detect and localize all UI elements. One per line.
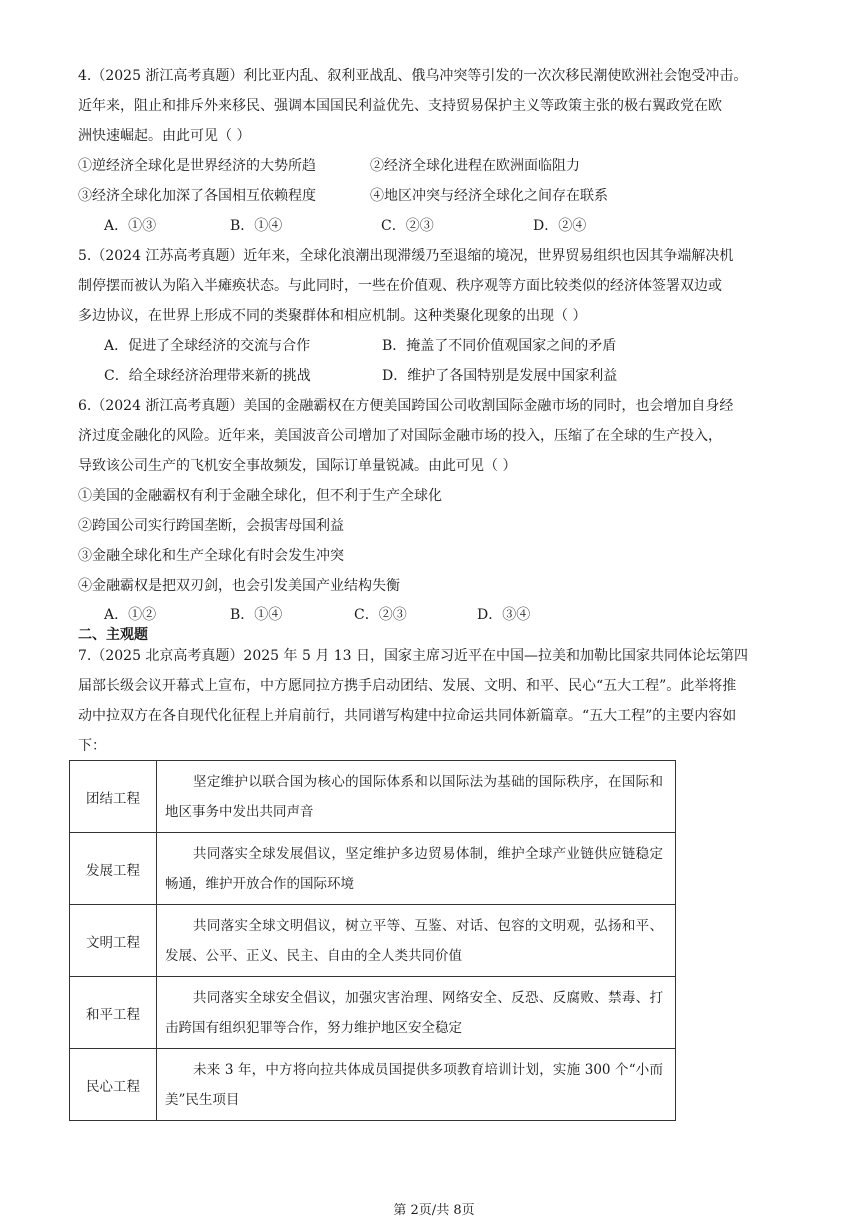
q4-option-a: A．①③ [104, 218, 157, 234]
q4-option-d: D．②④ [533, 218, 587, 234]
table-row [70, 977, 676, 1049]
project-name: 团结工程 [70, 761, 157, 833]
q6-option-d: D．③④ [477, 607, 531, 623]
q4-stem-line-1: 4.（2025 浙江高考真题）利比亚内乱、叙利亚战乱、俄乌冲突等引发的一次次移民潮使欧洲社会饱受冲击。 [78, 68, 748, 84]
project-content: 共同落实全球发展倡议，坚定维护多边贸易体制，维护全球产业链供应链稳定畅通，维护开放合作的国际环境 [165, 845, 663, 892]
q6-stem-line-1: 6.（2024 浙江高考真题）美国的金融霸权在方便美国跨国公司收割国际金融市场的同时，也会增加自身经 [78, 398, 734, 414]
project-content: 未来 3 年，中方将向拉共体成员国提供多项教育培训计划，实施 300 个“小而美”民生项目 [165, 1061, 663, 1108]
q6-statement-1: ①美国的金融霸权有利于金融全球化，但不利于生产全球化 [78, 488, 442, 504]
q7-stem-line-4: 下： [78, 738, 106, 754]
q4-statement-4: ④地区冲突与经济全球化之间存在联系 [370, 188, 608, 204]
q4-stem-line-3: 洲快速崛起。由此可见（ ） [78, 128, 251, 144]
project-name: 文明工程 [70, 905, 157, 977]
table-row [70, 761, 676, 833]
table-row [70, 833, 676, 905]
q5-stem-line-2: 制停摆而被认为陷入半瘫痪状态。与此同时，一些在价值观、秩序观等方面比较类似的经济体签署双边或 [78, 278, 722, 294]
q6-option-b: B．①④ [230, 607, 283, 623]
page-number: 第 2页/共 8页 [393, 1203, 475, 1218]
q5-stem-line-1: 5.（2024 江苏高考真题）近年来，全球化浪潮出现滞缓乃至退缩的境况，世界贸易组织也因其争端解决机 [78, 248, 734, 264]
q4-option-c: C．②③ [381, 218, 434, 234]
q4-statement-1: ①逆经济全球化是世界经济的大势所趋 [78, 158, 316, 174]
q6-option-a: A．①② [104, 607, 157, 623]
q4-option-b: B．①④ [230, 218, 283, 234]
q5-option-d: D．维护了各国特别是发展中国家利益 [382, 368, 618, 384]
q6-option-c: C．②③ [354, 607, 407, 623]
q4-stem-line-2: 近年来，阻止和排斥外来移民、强调本国国民利益优先、支持贸易保护主义等政策主张的极右翼政党在欧 [78, 98, 722, 114]
q6-statement-4: ④金融霸权是把双刃剑，也会引发美国产业结构失衡 [78, 578, 400, 594]
q7-stem-line-1: 7.（2025 北京高考真题）2025 年 5 月 13 日，国家主席习近平在中国—拉美和加勒比国家共同体论坛第四 [78, 648, 749, 664]
project-content: 共同落实全球安全倡议，加强灾害治理、网络安全、反恐、反腐败、禁毒、打击跨国有组织犯罪等合作，努力维护地区安全稳定 [165, 989, 663, 1036]
q5-option-b: B．掩盖了不同价值观国家之间的矛盾 [382, 338, 617, 354]
q4-statement-3: ③经济全球化加深了各国相互依赖程度 [78, 188, 316, 204]
table-row [70, 905, 676, 977]
q6-statement-3: ③金融全球化和生产全球化有时会发生冲突 [78, 548, 344, 564]
project-name: 和平工程 [70, 977, 157, 1049]
q5-option-c: C．给全球经济治理带来新的挑战 [104, 368, 311, 384]
q7-stem-line-3: 动中拉双方在各自现代化征程上并肩前行，共同谱写构建中拉命运共同体新篇章。“五大工程”的主要内容如 [78, 708, 737, 724]
section-title: 二、主观题 [78, 627, 148, 643]
project-content: 坚定维护以联合国为核心的国际体系和以国际法为基础的国际秩序，在国际和地区事务中发出共同声音 [165, 773, 663, 820]
project-name: 民心工程 [70, 1049, 157, 1121]
q6-stem-line-2: 济过度金融化的风险。近年来，美国波音公司增加了对国际金融市场的投入，压缩了在全球的生产投入， [78, 428, 722, 444]
q6-statement-2: ②跨国公司实行跨国垄断，会损害母国利益 [78, 518, 344, 534]
q4-statement-2: ②经济全球化进程在欧洲面临阻力 [370, 158, 580, 174]
q7-stem-line-2: 届部长级会议开幕式上宣布，中方愿同拉方携手启动团结、发展、文明、和平、民心“五大工程”。此举将推 [78, 678, 737, 694]
five-projects-table [69, 760, 676, 1121]
table-row [70, 1049, 676, 1121]
q6-stem-line-3: 导致该公司生产的飞机安全事故频发，国际订单量锐减。由此可见（ ） [78, 458, 517, 474]
q5-option-a: A．促进了全球经济的交流与合作 [104, 338, 311, 354]
project-content: 共同落实全球文明倡议，树立平等、互鉴、对话、包容的文明观，弘扬和平、发展、公平、正义、民主、自由的全人类共同价值 [165, 917, 663, 964]
q5-stem-line-3: 多边协议，在世界上形成不同的类聚群体和相应机制。这种类聚化现象的出现（ ） [78, 308, 587, 324]
project-name: 发展工程 [70, 833, 157, 905]
